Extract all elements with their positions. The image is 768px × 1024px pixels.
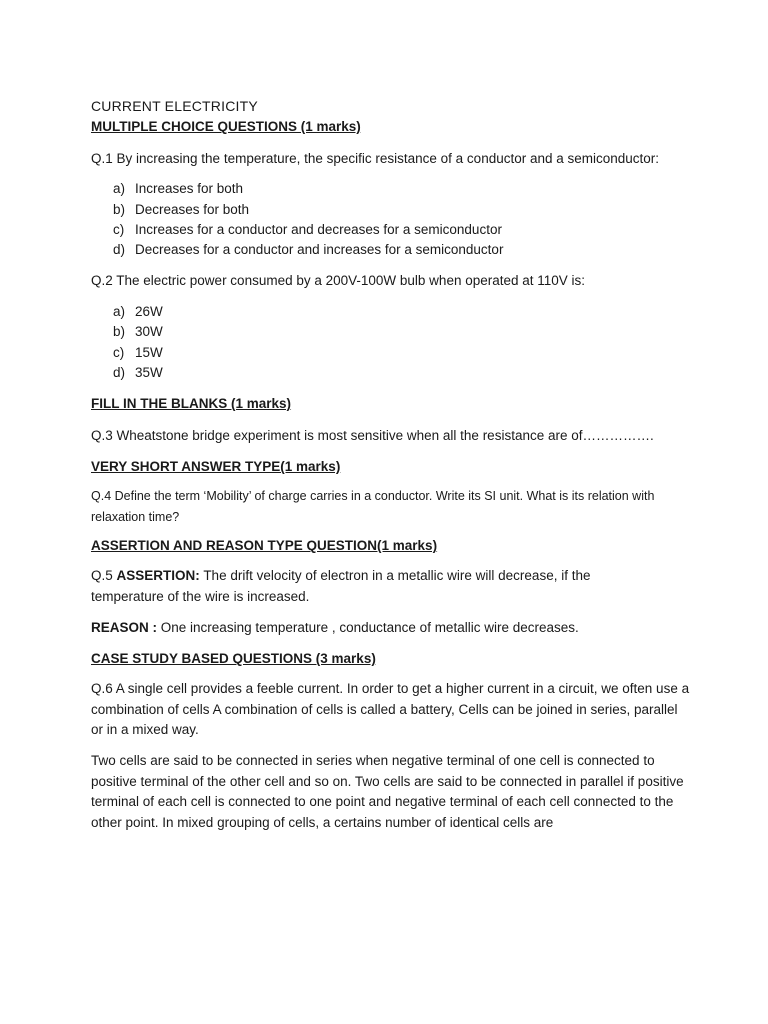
q2-option-c	[113, 344, 163, 362]
q1-option-a	[113, 180, 243, 198]
reason-label: REASON :	[91, 620, 158, 635]
assertion-label: ASSERTION:	[116, 568, 200, 583]
option-letter: b)	[113, 324, 126, 339]
option-letter: a)	[113, 181, 126, 196]
mcq-heading: MULTIPLE CHOICE QUESTIONS (1 marks)	[91, 119, 361, 134]
reason-line	[91, 619, 579, 637]
q1-option-b	[113, 201, 249, 219]
option-text: Increases for a conductor and decreases for a semiconductor	[135, 222, 502, 237]
question-6: Q.6 A single cell provides a feeble current. In order to get a higher current in a circuit, we often use a combination of cells A combination of cells is called a battery, Cells can be joined in series, parallel or in a mixed way.	[91, 681, 690, 737]
question-5-number: Q.5	[91, 568, 113, 583]
q2-option-d	[113, 364, 163, 382]
option-text: 26W	[135, 304, 163, 319]
document-title: CURRENT ELECTRICITY	[91, 98, 258, 114]
option-letter: c)	[113, 222, 125, 237]
q1-option-c	[113, 221, 502, 239]
option-letter: c)	[113, 345, 125, 360]
assertion-text: The drift velocity of electron in a metallic wire will decrease, if the temperature of the wire is increased.	[91, 568, 591, 604]
fill-blanks-heading: FILL IN THE BLANKS (1 marks)	[91, 396, 292, 411]
reason-text: One increasing temperature , conductance of metallic wire decreases.	[160, 620, 579, 635]
option-text: Decreases for a conductor and increases for a semiconductor	[135, 242, 504, 257]
question-4: Q.4 Define the term ‘Mobility’ of charge carries in a conductor. Write its SI unit. What is its relation with relaxation time?	[91, 489, 655, 524]
option-text: 15W	[135, 345, 163, 360]
question-5	[91, 566, 611, 607]
question-1: Q.1 By increasing the temperature, the specific resistance of a conductor and a semiconductor:	[91, 151, 660, 166]
option-text: 35W	[135, 365, 163, 380]
very-short-answer-heading: VERY SHORT ANSWER TYPE(1 marks)	[91, 459, 341, 474]
option-text: 30W	[135, 324, 163, 339]
option-letter: a)	[113, 304, 126, 319]
case-study-heading: CASE STUDY BASED QUESTIONS (3 marks)	[91, 651, 376, 666]
option-text: Increases for both	[135, 181, 244, 196]
q1-option-d	[113, 241, 503, 259]
question-3: Q.3 Wheatstone bridge experiment is most sensitive when all the resistance are of…………….	[91, 428, 654, 443]
option-letter: b)	[113, 202, 126, 217]
q2-option-a	[113, 303, 163, 321]
question-2: Q.2 The electric power consumed by a 200V-100W bulb when operated at 110V is:	[91, 273, 586, 288]
assertion-reason-heading: ASSERTION AND REASON TYPE QUESTION(1 marks)	[91, 538, 438, 553]
option-letter: d)	[113, 242, 126, 257]
option-text: Decreases for both	[135, 202, 250, 217]
case-study-paragraph: Two cells are said to be connected in series when negative terminal of one cell is connected to positive terminal of the other cell and so on. Two cells are said to be connected in parallel if positive terminal of each cell is connected to one point and negative terminal of each cell connected to the other point. In mixed grouping of cells, a certains number of identical cells are	[91, 753, 684, 830]
q2-option-b	[113, 323, 163, 341]
option-letter: d)	[113, 365, 126, 380]
